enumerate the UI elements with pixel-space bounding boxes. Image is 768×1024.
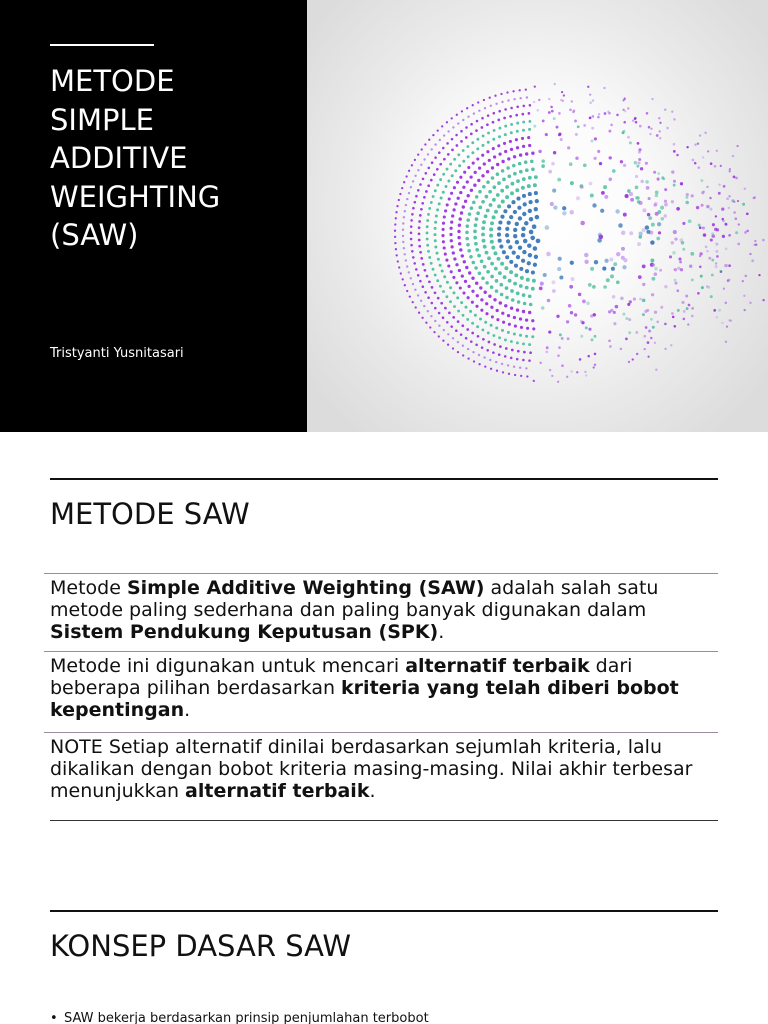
dotted-sphere-graphic <box>307 0 768 432</box>
emphasis-text: alternatif terbaik <box>405 655 590 677</box>
emphasis-text: alternatif terbaik <box>185 780 370 802</box>
slide-heading: KONSEP DASAR SAW <box>50 929 352 963</box>
section-divider <box>50 820 718 821</box>
body-text: . <box>184 699 191 721</box>
paragraph-note <box>44 732 718 802</box>
heading-rule <box>50 910 718 912</box>
author-name: Tristyanti Yusnitasari <box>50 346 184 361</box>
bullet-icon: • <box>50 1011 58 1024</box>
list-item-text: SAW bekerja berdasarkan prinsip penjumlahan terbobot <box>64 1011 429 1024</box>
bullet-list <box>50 1010 429 1024</box>
slide-konsep-dasar <box>0 870 768 1024</box>
slide-title: METODE SIMPLE ADDITIVE WEIGHTING (SAW) <box>50 64 221 253</box>
body-text: adalah salah satu metode paling sederhana dan paling banyak digunakan dalam <box>50 577 659 621</box>
body-text: NOTE Setiap alternatif dinilai berdasarkan sejumlah kriteria, lalu dikalikan dengan bobot kriteria masing-masing. Nilai akhir terbesar menunjukkan <box>50 736 693 802</box>
body-text: Metode <box>50 577 127 599</box>
emphasis-text: kriteria yang telah diberi bobot kepentingan <box>50 677 679 721</box>
title-image-panel <box>307 0 768 432</box>
body-text: dari beberapa pilihan berdasarkan <box>50 655 633 699</box>
body-text: . <box>438 621 445 643</box>
slide-heading: METODE SAW <box>50 497 250 531</box>
paragraph-purpose <box>44 651 718 721</box>
title-accent-rule <box>50 44 154 46</box>
slide-metode-saw <box>0 432 768 870</box>
heading-rule <box>50 478 718 480</box>
emphasis-text: Sistem Pendukung Keputusan (SPK) <box>50 621 439 643</box>
title-slide <box>0 0 768 432</box>
body-text: Metode ini digunakan untuk mencari <box>50 655 406 677</box>
emphasis-text: Simple Additive Weighting (SAW) <box>126 577 485 599</box>
paragraph-definition <box>44 573 718 643</box>
list-item <box>50 1010 429 1024</box>
body-text: . <box>369 780 376 802</box>
title-panel <box>0 0 307 432</box>
